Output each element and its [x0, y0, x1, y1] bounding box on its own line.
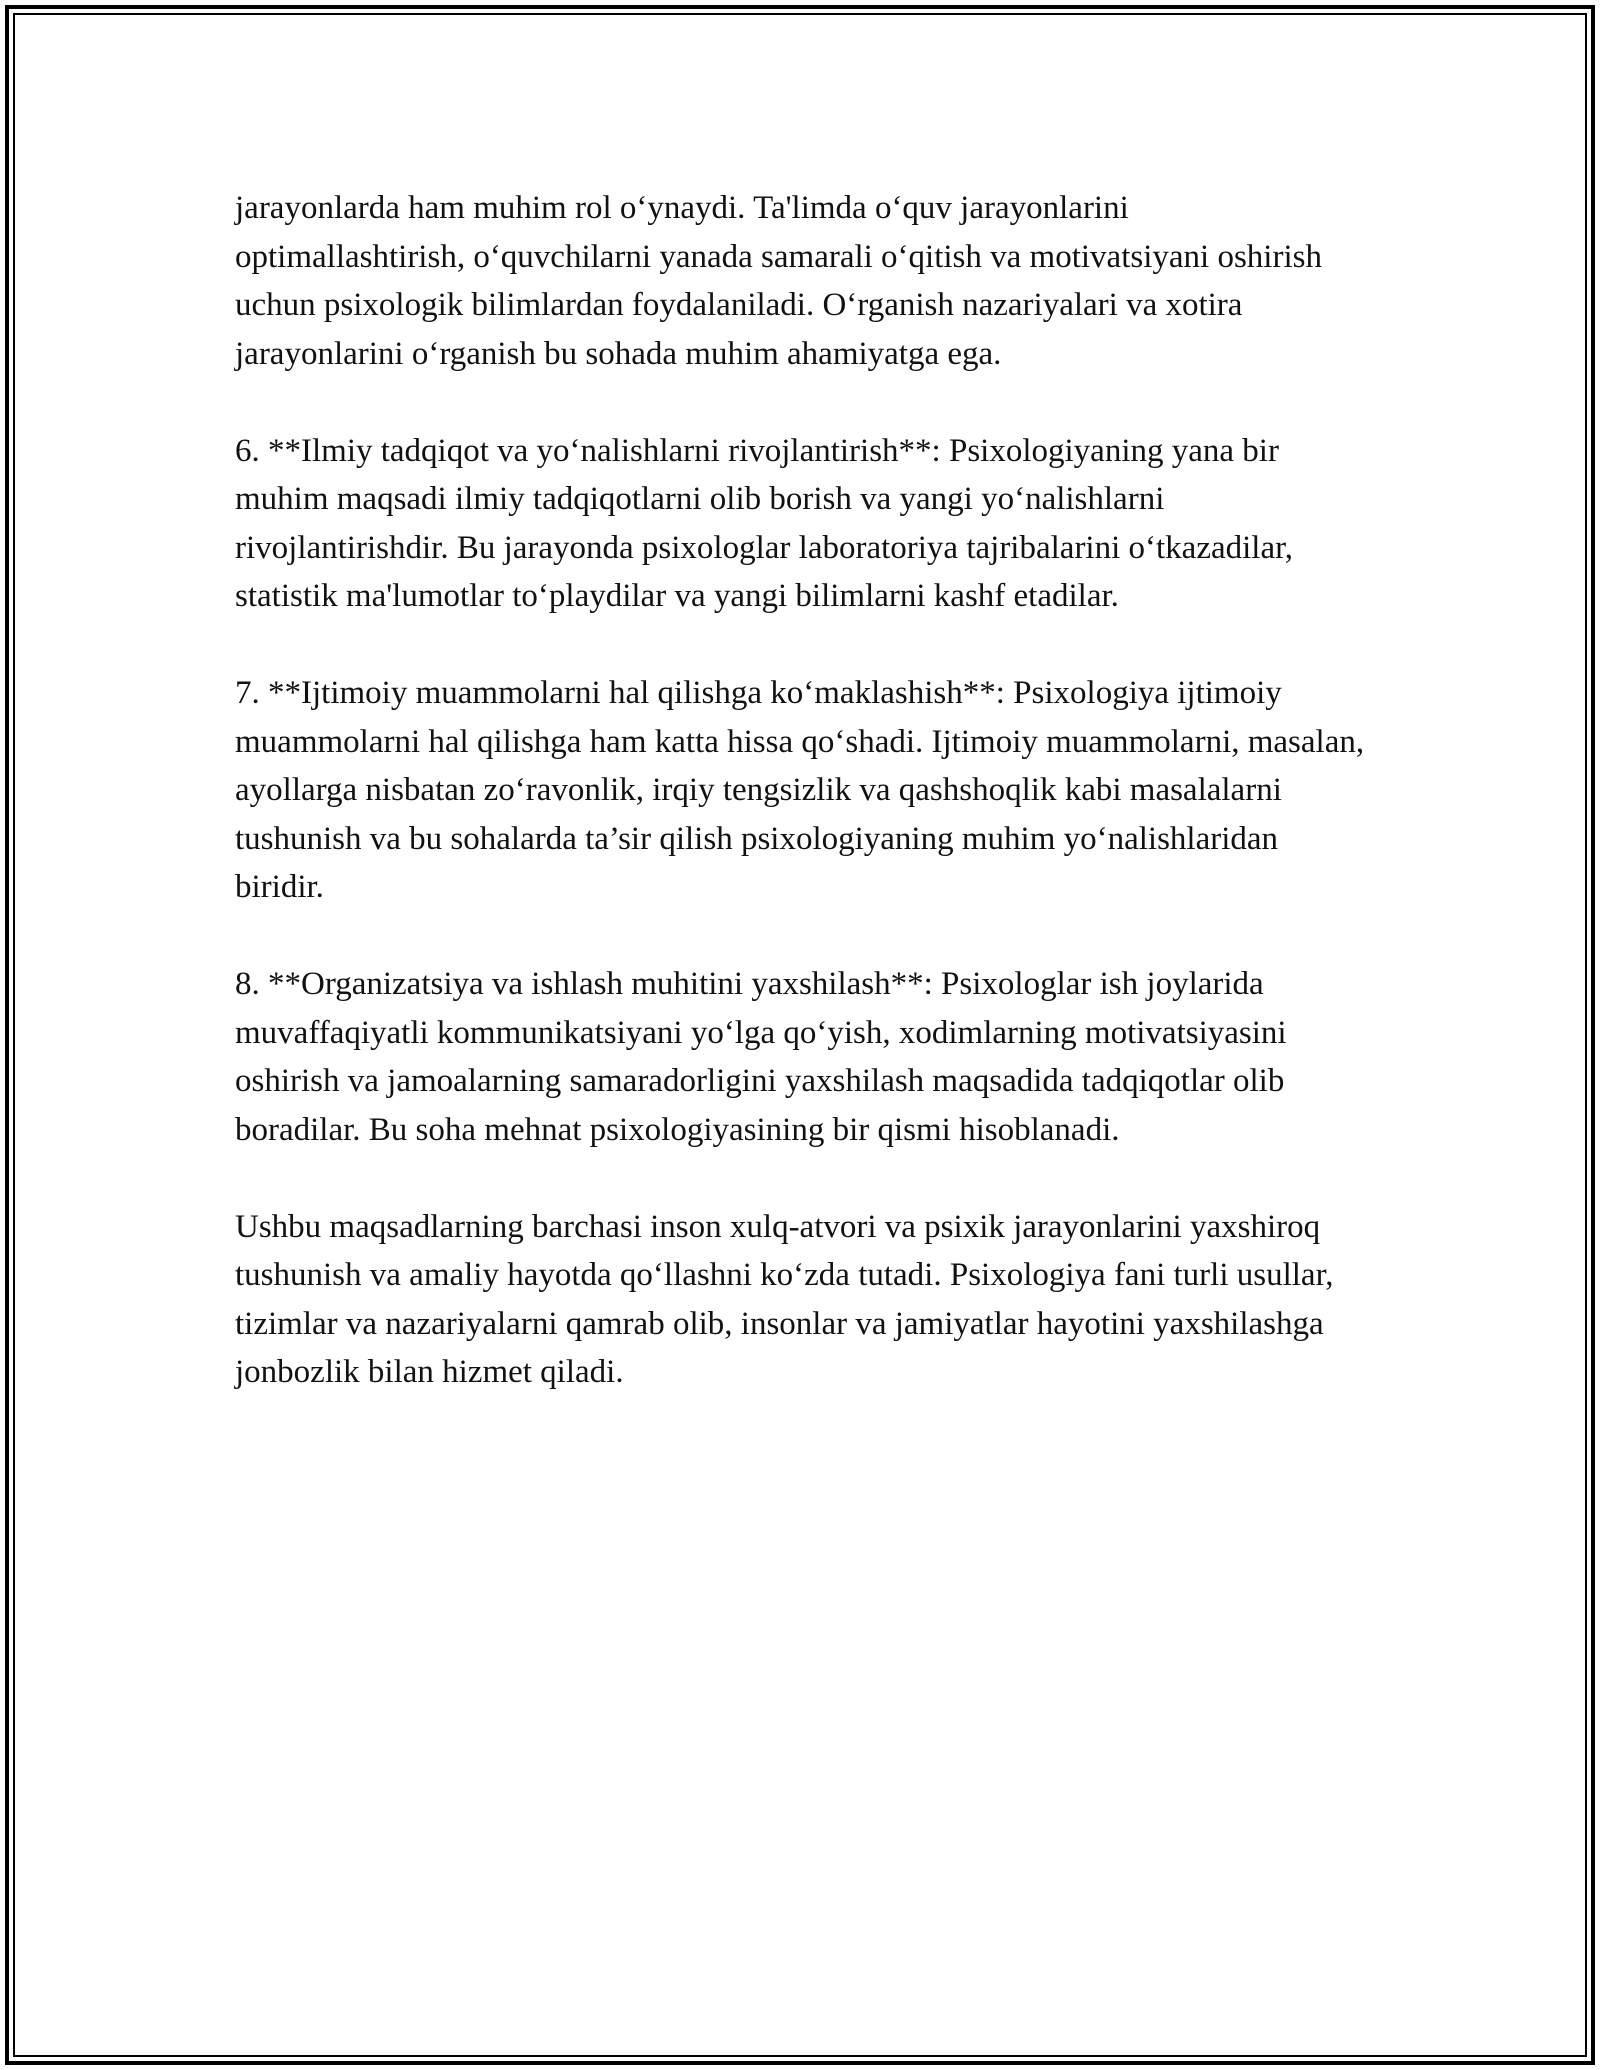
document-body [235, 184, 1365, 1397]
paragraph-social-problems: 7. **Ijtimoiy muammolarni hal qilishga ko‘maklashish**: Psixologiya ijtimoiy muammolarni hal qilishga ham katta hissa qo‘shadi. Ijtimoiy muammolarni, masalan, ayollarga nisbatan zo‘ravonlik, irqiy tengsizlik va qashshoqlik kabi masalalarni tushunish va bu sohalarda ta’sir qilish psixologiyaning muhim yo‘nalishlaridan biridir. [235, 675, 1365, 905]
paragraph-education: jarayonlarda ham muhim rol o‘ynaydi. Ta'limda o‘quv jarayonlarini optimallashtirish, o‘quvchilarni yanada samarali o‘qitish va motivatsiyani oshirish uchun psixologik bilimlardan foydalaniladi. O‘rganish nazariyalari va xotira jarayonlarini o‘rganish bu sohada muhim ahamiyatga ega. [235, 190, 1322, 372]
paragraph-research: 6. **Ilmiy tadqiqot va yo‘nalishlarni rivojlantirish**: Psixologiyaning yana bir muhim maqsadi ilmiy tadqiqotlarni olib borish va yangi yo‘nalishlarni rivojlantirishdir. Bu jarayonda psixologlar laboratoriya tajribalarini o‘tkazadilar, statistik ma'lumotlar to‘playdilar va yangi bilimlarni kashf etadilar. [235, 432, 1294, 614]
paragraph-conclusion: Ushbu maqsadlarning barchasi inson xulq-atvori va psixik jarayonlarini yaxshiroq tushunish va amaliy hayotda qo‘llashni ko‘zda tutadi. Psixologiya fani turli usullar, tizimlar va nazariyalarni qamrab olib, insonlar va jamiyatlar hayotini yaxshilashga jonbozlik bilan hizmet qiladi. [235, 1208, 1334, 1390]
paragraph-organization: 8. **Organizatsiya va ishlash muhitini yaxshilash**: Psixologlar ish joylarida muvaffaqiyatli kommunikatsiyani yo‘lga qo‘yish, xodimlarning motivatsiyasini oshirish va jamoalarning samaradorligini yaxshilash maqsadida tadqiqotlar olib boradilar. Bu soha mehnat psixologiyasining bir qismi hisoblanadi. [235, 966, 1287, 1148]
